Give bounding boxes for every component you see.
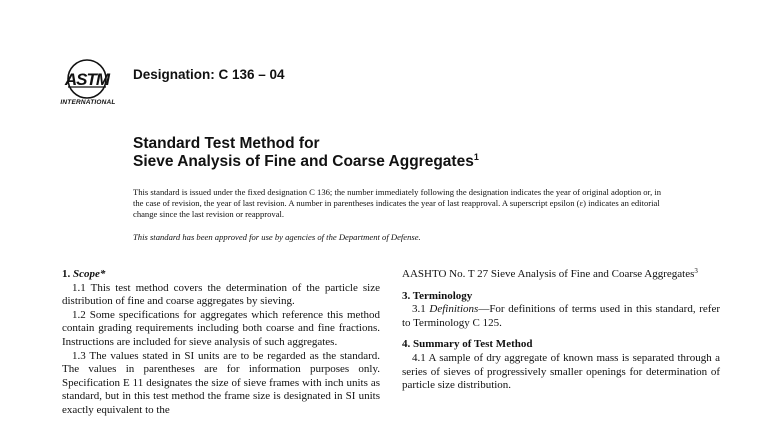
paragraph-3-1 — [402, 303, 720, 330]
aashto-reference — [402, 268, 720, 282]
approval-note: This standard has been approved for use by agencies of the Department of Defense. — [133, 232, 421, 242]
aashto-footnote-mark: 3 — [694, 267, 698, 275]
paragraph-1-3: 1.3 The values stated in SI units are to be regarded as the standard. The values in parentheses are for information purposes only. Specification E 11 designates the size of sieve frames with inch units as standard, but in this test method the frame size is designated in SI units exactly equivalent to the — [62, 349, 380, 416]
svg-text:ASTM: ASTM — [64, 70, 110, 89]
scope-heading-number: 1. — [62, 268, 71, 280]
scope-heading-text: Scope* — [73, 268, 106, 280]
scope-heading — [62, 268, 380, 282]
left-column — [62, 268, 380, 418]
p3-1-number: 3.1 — [412, 303, 430, 316]
p3-1-term: Definitions — [429, 303, 479, 316]
astm-logo-mark — [62, 57, 112, 101]
terminology-heading: 3. Terminology — [402, 289, 473, 302]
designation: Designation: C 136 – 04 — [133, 67, 285, 82]
summary-heading: 4. Summary of Test Method — [402, 338, 533, 351]
standard-notice: This standard is issued under the fixed designation C 136; the number immediately following the designation indicates the year of original adoption or, in the case of revision, the year of last revision. A number in parentheses indicates the year of last reapproval. A superscript epsilon (ε) indicates an editorial change since the last revision or reapproval. — [133, 187, 662, 220]
aashto-text: AASHTO No. T 27 Sieve Analysis of Fine and Coarse Aggregates — [402, 268, 695, 280]
title-line-2 — [133, 152, 479, 171]
title-line-1: Standard Test Method for — [133, 135, 320, 152]
p3-1-text: —For definitions of terms used in this standard, refer to Terminology C 125. — [402, 303, 720, 329]
paragraph-4-1: 4.1 A sample of dry aggregate of known mass is separated through a series of sieves of progressively smaller openings for determination of particle size distribution. — [402, 351, 720, 392]
title-footnote-mark: 1 — [473, 152, 479, 162]
paragraph-1-1: 1.1 This test method covers the determination of the particle size distribution of fine and coarse aggregates by sieving. — [62, 281, 380, 308]
logo-subtext: INTERNATIONAL — [60, 99, 116, 106]
paragraph-1-2: 1.2 Some specifications for aggregates which reference this method contain grading requirements including both coarse and fine fractions. Instructions are included for sieve analysis of such aggregates. — [62, 308, 380, 348]
title-text: Sieve Analysis of Fine and Coarse Aggregates — [133, 153, 474, 170]
right-column — [402, 268, 720, 393]
